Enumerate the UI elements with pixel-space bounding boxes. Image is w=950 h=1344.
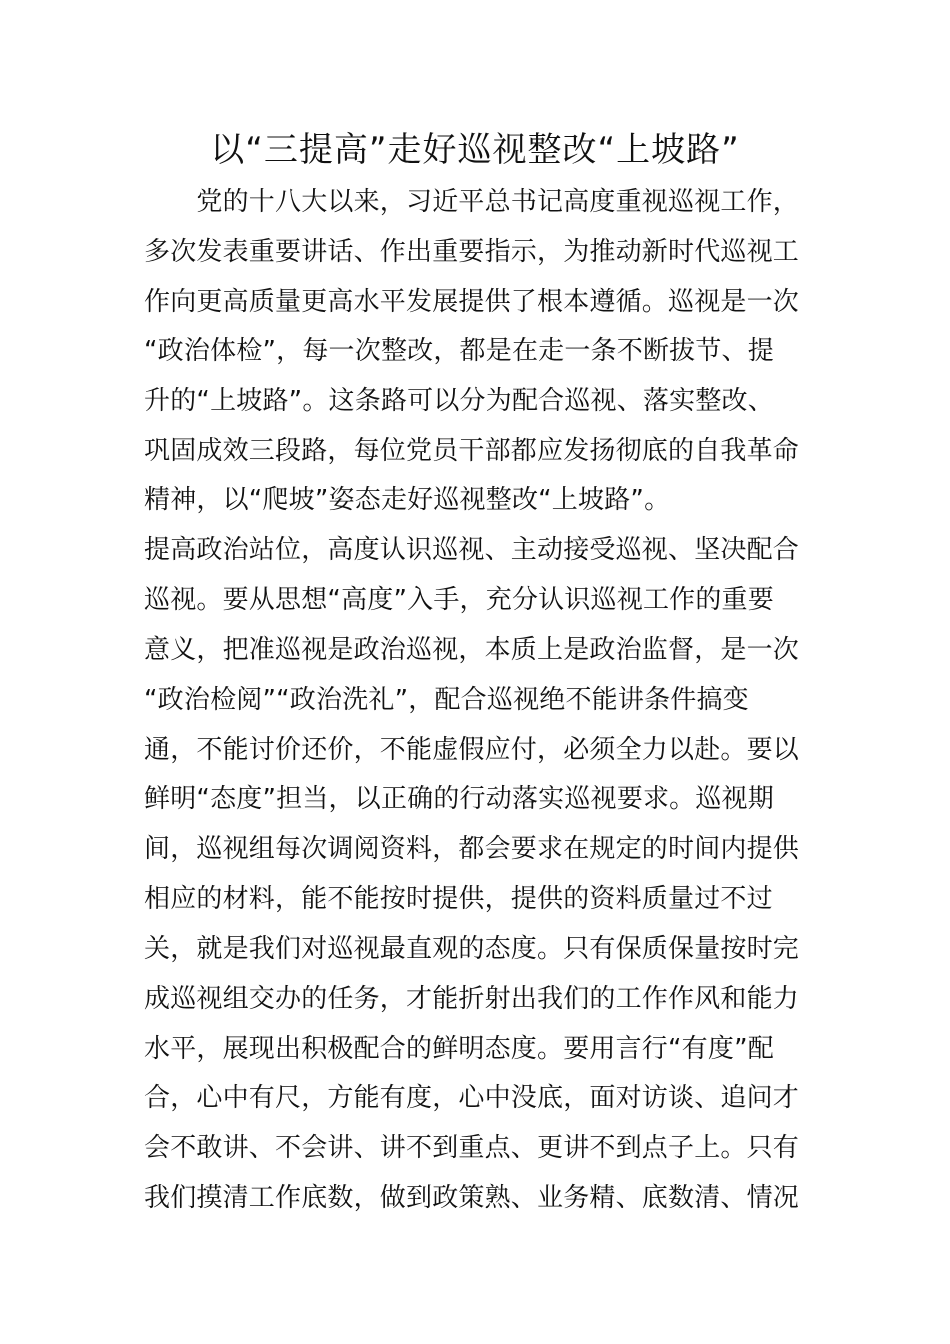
body-line: 通，不能讨价还价，不能虚假应付，必须全力以赴。要以: [144, 735, 800, 765]
body-line: 提高政治站位，高度认识巡视、主动接受巡视、坚决配合: [144, 535, 800, 565]
body-line: 水平，展现出积极配合的鲜明态度。要用言行“有度”配: [144, 1034, 774, 1064]
body-line: 间，巡视组每次调阅资料，都会要求在规定的时间内提供: [144, 834, 800, 864]
body-line: 会不敢讲、不会讲、讲不到重点、更讲不到点子上。只有: [144, 1133, 800, 1163]
body-line: 关，就是我们对巡视最直观的态度。只有保质保量按时完: [144, 934, 800, 964]
body-line: 多次发表重要讲话、作出重要指示，为推动新时代巡视工: [144, 237, 800, 267]
body-line: 我们摸清工作底数，做到政策熟、业务精、底数清、情况: [144, 1183, 800, 1213]
body-line: 鲜明“态度”担当，以正确的行动落实巡视要求。巡视期: [144, 784, 774, 814]
body-line: 升的“上坡路”。这条路可以分为配合巡视、落实整改、: [144, 386, 774, 416]
body-line: 巩固成效三段路，每位党员干部都应发扬彻底的自我革命: [144, 436, 800, 466]
body-line: 意义，把准巡视是政治巡视，本质上是政治监督，是一次: [144, 635, 800, 665]
body-line: 作向更高质量更高水平发展提供了根本遵循。巡视是一次: [144, 287, 800, 317]
document-title: 以“三提高”走好巡视整改“上坡路”: [210, 130, 740, 170]
body-line: “政治检阅”“政治洗礼”，配合巡视绝不能讲条件搞变: [144, 685, 749, 715]
body-line: 相应的材料，能不能按时提供，提供的资料质量过不过: [144, 884, 773, 914]
body-line: “政治体检”，每一次整改，都是在走一条不断拔节、提: [144, 336, 774, 366]
body-line: 成巡视组交办的任务，才能折射出我们的工作作风和能力: [144, 984, 800, 1014]
body-line: 党的十八大以来，习近平总书记高度重视巡视工作，: [144, 187, 800, 217]
body-line: 精神，以“爬坡”姿态走好巡视整改“上坡路”。: [144, 485, 671, 515]
body-line: 合，心中有尺，方能有度，心中没底，面对访谈、追问才: [144, 1083, 800, 1113]
body-line: 巡视。要从思想“高度”入手，充分认识巡视工作的重要: [144, 585, 774, 615]
